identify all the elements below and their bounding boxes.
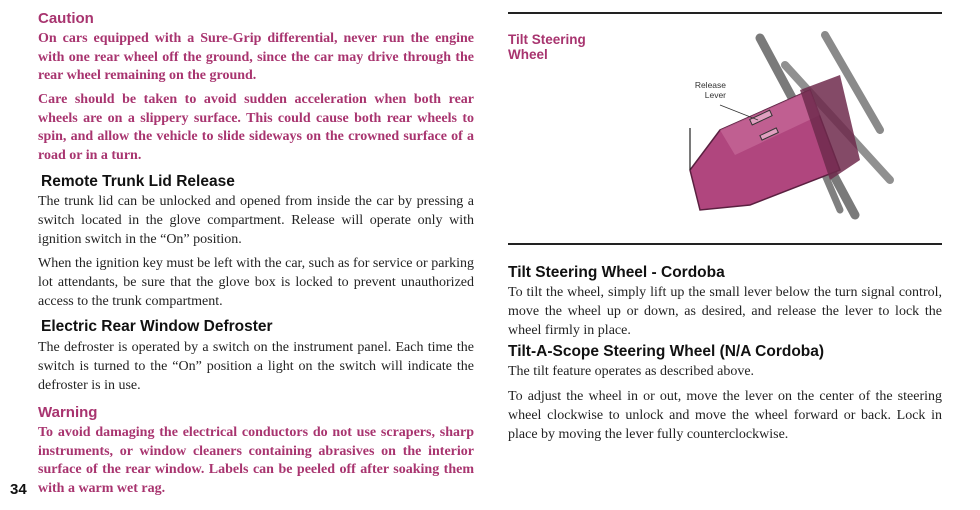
tilt-a-scope-heading: Tilt-A-Scope Steering Wheel (N/A Cordoba): [508, 343, 825, 360]
defroster-paragraph: The defroster is operated by a switch on the instrument panel. Each time the switch is turned to the “On” position a light on the switch will indicate the defroster is in use.: [38, 340, 474, 393]
callout-line-1: Release: [694, 80, 726, 90]
figure-label-line-1: Tilt Steering: [508, 32, 586, 47]
top-rule: [508, 12, 942, 14]
defroster-heading: Electric Rear Window Defroster: [41, 318, 273, 335]
caution-paragraph-1: On cars equipped with a Sure-Grip differential, never run the engine with one rear wheel off the ground, since the car may drive through the rear wheel remaining on the ground.: [38, 31, 474, 83]
tilt-steering-wheel-illustration: [680, 20, 920, 230]
trunk-release-paragraph-2: When the ignition key must be left with the car, such as for service or parking lot attendants, be sure that the glove box is locked to prevent unauthorized access to the trunk compartment.: [38, 256, 474, 309]
middle-rule: [508, 243, 942, 245]
cordoba-heading: Tilt Steering Wheel - Cordoba: [508, 264, 725, 281]
trunk-release-paragraph-1: The trunk lid can be unlocked and opened from inside the car by pressing a switch located in the glove compartment. Release will operate only with ignition switch in the “On” position.: [38, 194, 474, 247]
tilt-a-scope-paragraph-1: The tilt feature operates as described above.: [508, 364, 755, 379]
tilt-a-scope-paragraph-2: To adjust the wheel in or out, move the lever on the center of the steering wheel clockwise to unlock and move the wheel forward or back. Lock in place by moving the lever fully counterclockwise.: [508, 389, 942, 442]
warning-heading: Warning: [38, 404, 98, 421]
figure-label: [508, 32, 586, 62]
warning-paragraph: To avoid damaging the electrical conductors do not use scrapers, sharp instruments, or window cleaners containing abrasives on the interior surface of the rear window. Labels can be peeled off after soaking them with a warm wet rag.: [38, 425, 474, 496]
caution-heading: Caution: [38, 10, 94, 27]
cordoba-paragraph: To tilt the wheel, simply lift up the small lever below the turn signal control, move the wheel up or down, as desired, and release the lever to lock the wheel firmly in place.: [508, 285, 942, 338]
callout-line-2: Lever: [704, 90, 726, 100]
page-number: 34: [10, 481, 27, 498]
callout-leader: [720, 105, 758, 120]
caution-paragraph-2: Care should be taken to avoid sudden acceleration when both rear wheels are on a slippery surface. This could cause both rear wheels to spin, and allow the vehicle to slide sideways on the crowned surface of a road or in a turn.: [38, 92, 474, 163]
trunk-release-heading: Remote Trunk Lid Release: [41, 173, 235, 190]
figure-label-line-2: Wheel: [508, 47, 548, 62]
